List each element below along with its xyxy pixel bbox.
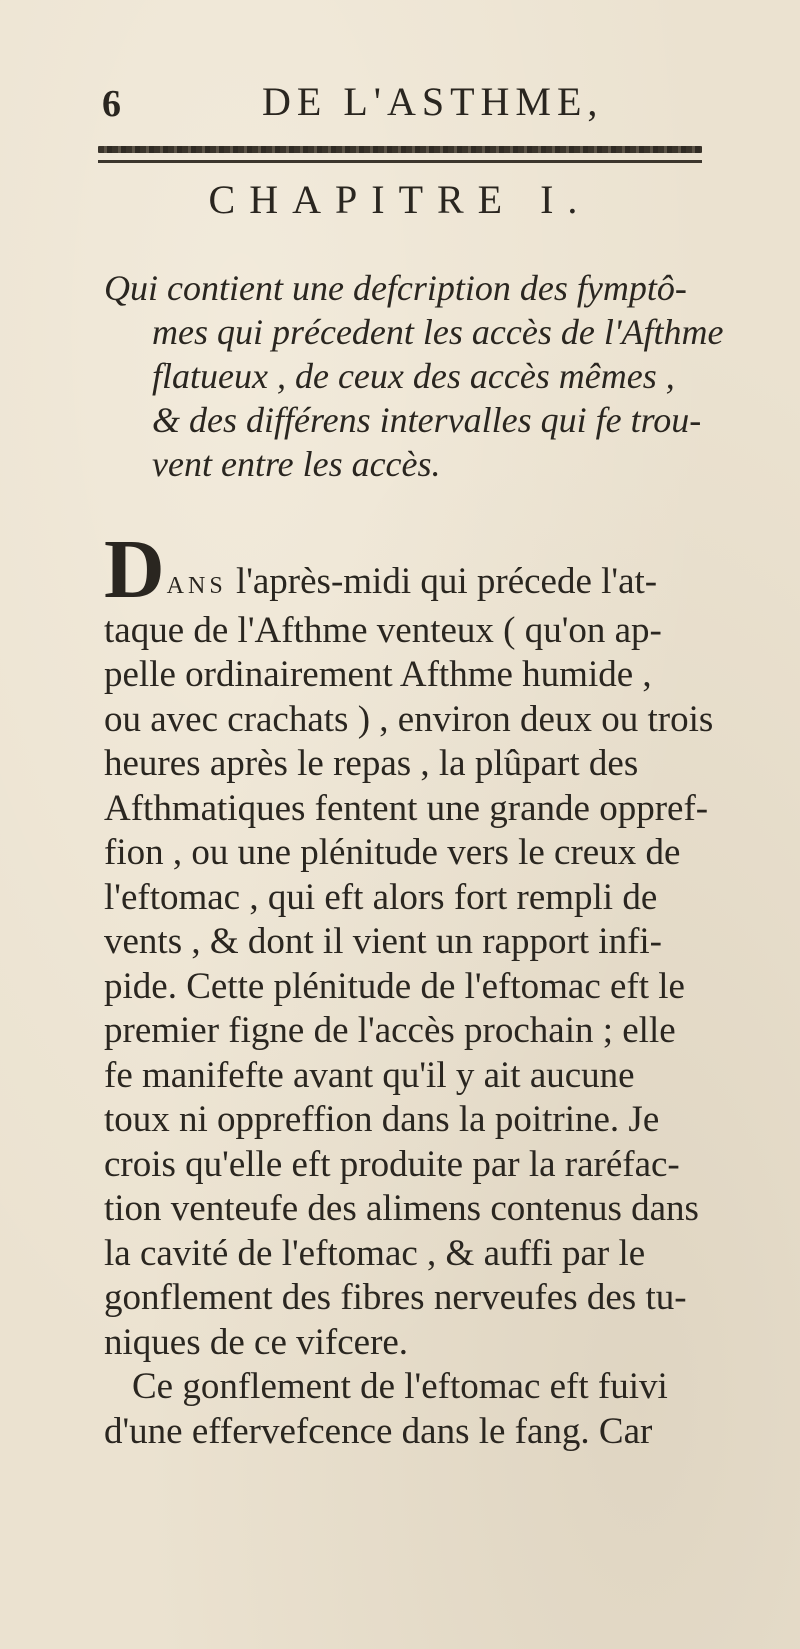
summary-line: mes qui précedent les accès de l'Afthme	[152, 312, 724, 352]
text-line: crois qu'elle eft produite par la raréfac-	[104, 1143, 680, 1185]
text-line: d'une effervefcence dans le fang. Car	[104, 1410, 653, 1452]
text-line: ou avec crachats ) , environ deux ou trois	[104, 698, 714, 740]
summary-line: & des différens intervalles qui fe trou-	[152, 400, 702, 440]
text-line: niques de ce vifcere.	[104, 1321, 409, 1363]
text-line: pelle ordinairement Afthme humide ,	[104, 654, 652, 695]
page-number: 6	[102, 83, 121, 125]
text-line: Ce gonflement de l'eftomac eft fuivi	[132, 1366, 668, 1407]
text-line: la cavité de l'eftomac , & auffi par le	[104, 1232, 646, 1274]
text-line: toux ni oppreffion dans la poitrine. Je	[104, 1099, 660, 1140]
divider-rule	[98, 160, 702, 163]
text-line: premier figne de l'accès prochain ; elle	[104, 1010, 676, 1051]
page-header	[96, 78, 716, 128]
text-line: heures après le repas , la plûpart des	[104, 743, 639, 784]
ornamental-rule	[98, 146, 702, 153]
text-line: vents , & dont il vient un rapport infi-	[104, 921, 662, 962]
first-line	[104, 523, 714, 616]
text-line: gonflement des fibres nerveufes des tu-	[104, 1277, 687, 1318]
text-line: fe manifefte avant qu'il y ait aucune	[104, 1054, 635, 1096]
body-text	[104, 523, 714, 1454]
text-line: taque de l'Afthme venteux ( qu'on ap-	[104, 609, 662, 651]
text-line: l'eftomac , qui eft alors fort rempli de	[104, 876, 658, 918]
chapter-summary	[104, 266, 724, 486]
drop-cap: D	[104, 523, 165, 616]
text-line: Afthmatiques fentent une grande oppref-	[104, 787, 709, 829]
text-line: fion , ou une plénitude vers le creux de	[104, 832, 681, 873]
running-head: DE L'ASTHME,	[262, 79, 604, 124]
first-line-text: l'après-midi qui précede l'at-	[226, 561, 658, 602]
summary-line: Qui contient une defcription des fymptô-	[104, 268, 687, 308]
small-caps-word: ANS	[166, 573, 227, 599]
summary-line: vent entre les accès.	[152, 444, 441, 484]
chapter-title: CHAPITRE I.	[208, 177, 592, 222]
text-line: tion venteufe des alimens contenus dans	[104, 1188, 699, 1229]
summary-line: flatueux , de ceux des accès mêmes ,	[152, 356, 675, 396]
text-line: pide. Cette plénitude de l'eftomac eft le	[104, 965, 685, 1007]
